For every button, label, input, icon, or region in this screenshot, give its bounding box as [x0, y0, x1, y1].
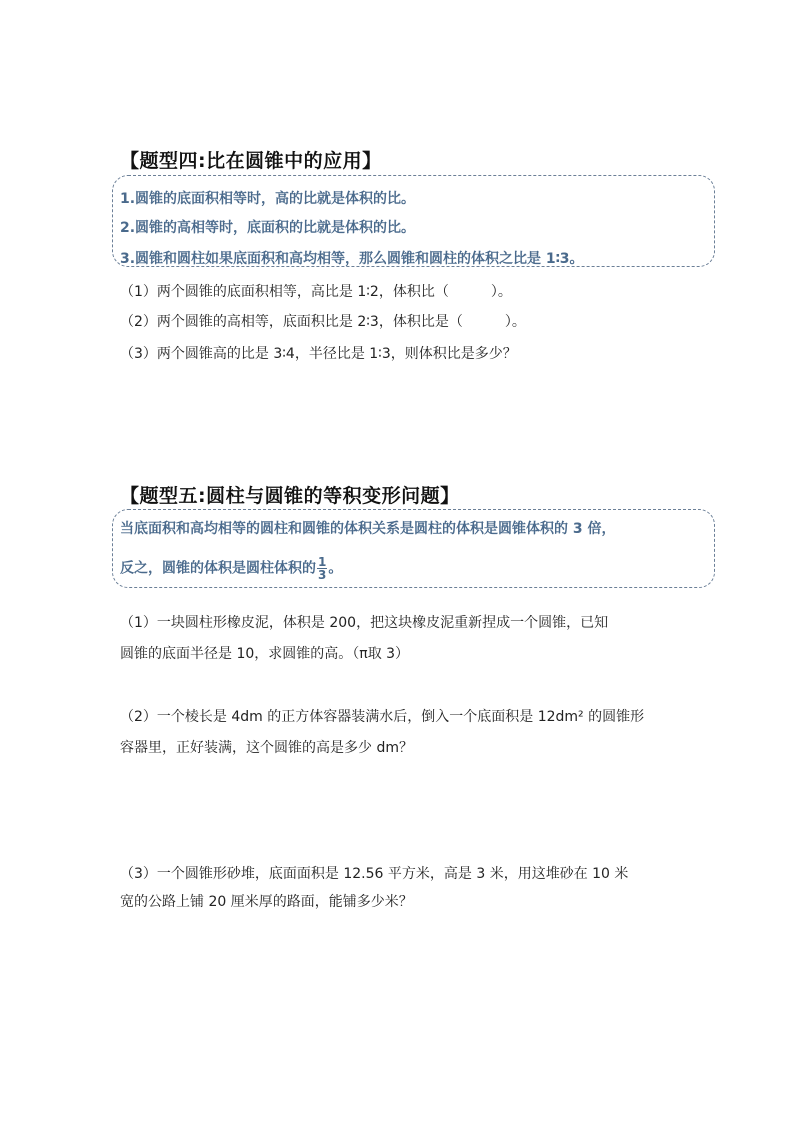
section4-heading: 【题型四:比在圆锥中的应用】	[120, 150, 382, 172]
section5-tip-line-2	[120, 556, 342, 581]
section5-q2-line-2: 容器里，正好装满，这个圆锥的高是多少 dm？	[120, 740, 413, 756]
section4-tip-2: 2.圆锥的高相等时，底面积的比就是体积的比。	[120, 220, 416, 236]
section5-q3-line-1: （3）一个圆锥形砂堆，底面面积是 12.56 平方米，高是 3 米，用这堆砂在 10 米	[120, 866, 629, 882]
section5-q1-line-2: 圆锥的底面半径是 10，求圆锥的高。（π取 3）	[120, 646, 410, 662]
section4-question-2: （2）两个圆锥的高相等，底面积比是 2∶3，体积比是（ ）。	[120, 314, 526, 330]
one-third-fraction	[317, 556, 327, 581]
section4-question-3: （3）两个圆锥高的比是 3∶4，半径比是 1∶3，则体积比是多少？	[120, 346, 517, 362]
fraction-denominator: 3	[318, 568, 327, 582]
section5-tip-line-1: 当底面积和高均相等的圆柱和圆锥的体积关系是圆柱的体积是圆锥体积的 3 倍，	[120, 521, 616, 537]
section5-q2-line-1: （2）一个棱长是 4dm 的正方体容器装满水后，倒入一个底面积是 12dm² 的圆锥形	[120, 709, 645, 725]
section4-question-1: （1）两个圆锥的底面积相等，高比是 1∶2，体积比（ ）。	[120, 284, 512, 300]
section4-tip-3: 3.圆锥和圆柱如果底面积和高均相等，那么圆锥和圆柱的体积之比是 1∶3。	[120, 251, 584, 267]
section5-q3-line-2: 宽的公路上铺 20 厘米厚的路面，能铺多少米？	[120, 894, 413, 910]
section5-q1-line-1: （1）一块圆柱形橡皮泥，体积是 200，把这块橡皮泥重新捏成一个圆锥，已知	[120, 615, 609, 631]
section4-tip-1: 1.圆锥的底面积相等时，高的比就是体积的比。	[120, 191, 416, 207]
section5-tip-line-2-suffix: 。	[328, 560, 343, 577]
fraction-numerator: 1	[318, 555, 327, 569]
section5-tip-line-2-prefix: 反之，圆锥的体积是圆柱体积的	[120, 560, 316, 577]
section5-heading: 【题型五:圆柱与圆锥的等积变形问题】	[120, 485, 460, 507]
